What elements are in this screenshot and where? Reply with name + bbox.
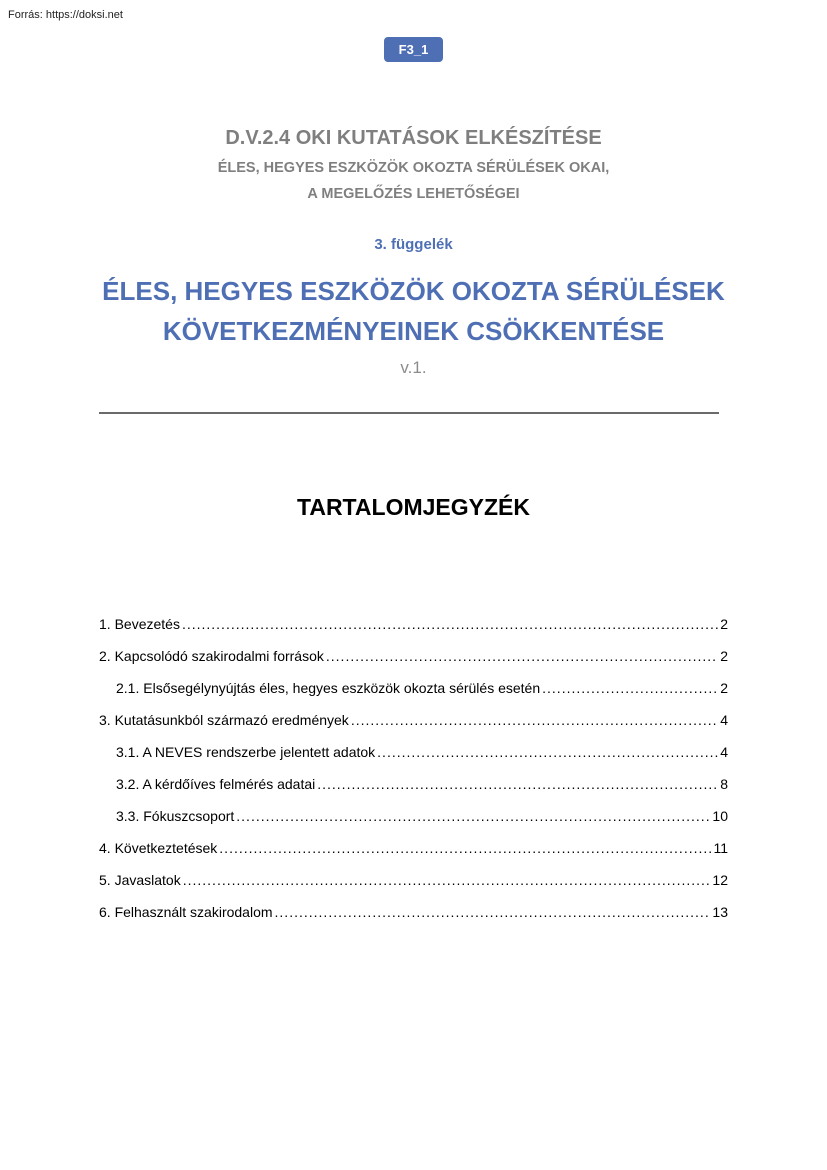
toc-leader-dots: [326, 644, 718, 668]
toc-subentry[interactable]: [99, 676, 728, 708]
toc-leader-dots: [351, 708, 718, 732]
document-code-badge: F3_1: [384, 37, 443, 62]
toc-entry-label: 3.2. A kérdőíves felmérés adatai: [116, 776, 316, 792]
toc-entry-label: 6. Felhasznált szakirodalom: [99, 904, 273, 920]
toc-leader-dots: [542, 676, 718, 700]
toc-entry-label: 3.3. Fókuszcsoport: [116, 808, 235, 824]
toc-leader-dots: [183, 868, 711, 892]
table-of-contents: [99, 612, 728, 932]
toc-entry-label: 2. Kapcsolódó szakirodalmi források: [99, 648, 324, 664]
toc-entry-page: 2: [720, 648, 728, 664]
project-title: D.V.2.4 OKI KUTATÁSOK ELKÉSZÍTÉSE: [225, 127, 602, 149]
toc-entry[interactable]: [99, 644, 728, 676]
toc-entry[interactable]: [99, 868, 728, 900]
toc-entry-page: 11: [713, 840, 728, 856]
toc-entry-page: 2: [720, 616, 728, 632]
toc-entry-page: 10: [712, 808, 728, 824]
toc-subentry[interactable]: [99, 740, 728, 772]
toc-leader-dots: [377, 740, 718, 764]
toc-entry[interactable]: [99, 900, 728, 932]
toc-entry-label: 2.1. Elsősegélynyújtás éles, hegyes eszközök okozta sérülés esetén: [116, 680, 541, 696]
toc-entry-page: 12: [712, 872, 728, 888]
main-title-line1: ÉLES, HEGYES ESZKÖZÖK OKOZTA SÉRÜLÉSEK: [102, 276, 725, 306]
toc-entry-page: 4: [720, 712, 728, 728]
toc-leader-dots: [182, 612, 718, 636]
toc-subentry[interactable]: [99, 804, 728, 836]
project-subtitle-line2: A MEGELŐZÉS LEHETŐSÉGEI: [307, 186, 520, 202]
divider: [99, 412, 719, 414]
toc-entry-page: 8: [720, 776, 728, 792]
toc-subentry[interactable]: [99, 772, 728, 804]
toc-entry[interactable]: [99, 836, 728, 868]
toc-entry-label: 5. Javaslatok: [99, 872, 181, 888]
toc-entry[interactable]: [99, 708, 728, 740]
toc-leader-dots: [317, 772, 718, 796]
toc-leader-dots: [275, 900, 711, 924]
toc-entry-label: 1. Bevezetés: [99, 616, 180, 632]
toc-entry-label: 3. Kutatásunkból származó eredmények: [99, 712, 349, 728]
version-label: v.1.: [400, 358, 427, 377]
toc-entry[interactable]: [99, 612, 728, 644]
toc-entry-page: 13: [712, 904, 728, 920]
toc-entry-label: 3.1. A NEVES rendszerbe jelentett adatok: [116, 744, 376, 760]
appendix-label: 3. függelék: [374, 236, 453, 253]
toc-entry-page: 2: [720, 680, 728, 696]
toc-entry-label: 4. Következtetések: [99, 840, 218, 856]
source-line: Forrás: https://doksi.net: [8, 9, 123, 21]
main-title-line2: KÖVETKEZMÉNYEINEK CSÖKKENTÉSE: [162, 316, 665, 346]
toc-leader-dots: [236, 804, 710, 828]
toc-leader-dots: [219, 836, 711, 860]
toc-title: TARTALOMJEGYZÉK: [297, 494, 530, 520]
project-subtitle-line1: ÉLES, HEGYES ESZKÖZÖK OKOZTA SÉRÜLÉSEK OKAI,: [217, 160, 610, 176]
toc-entry-page: 4: [720, 744, 728, 760]
